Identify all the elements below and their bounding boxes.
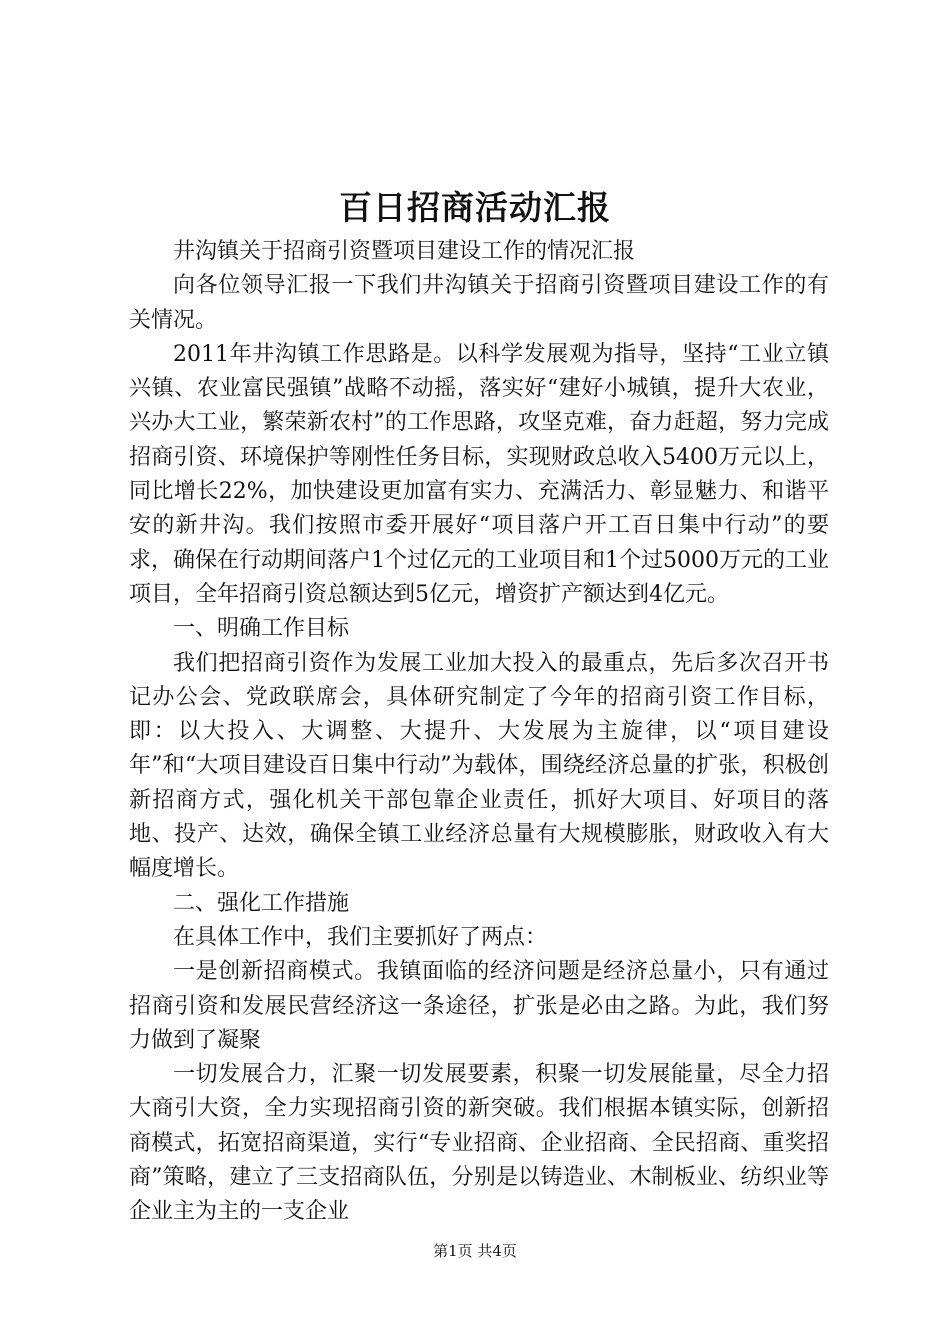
page-footer: 第1页 共4页 — [433, 1242, 517, 1260]
paragraph-subtitle: 井沟镇关于招商引资暨项目建设工作的情况汇报 — [173, 239, 636, 264]
paragraph-measures-intro: 在具体工作中，我们主要抓好了两点： — [173, 924, 548, 950]
document-title: 百日招商活动汇报 — [339, 188, 611, 227]
section-heading-goals: 一、明确工作目标 — [173, 616, 350, 642]
paragraph-innovation-continued: 一切发展合力，汇聚一切发展要素，积聚一切发展能量，尽全力招大商引大资，全力实现招商引资的新突破。我们根据本镇实际，创新招商模式，拓宽招商渠道，实行“专业招商、企业招商、全民招商、重奖招商”策略，建立了三支招商队伍，分别是以铸造业、木制板业、纺织业等企业主为主的一支企业 — [129, 1062, 829, 1225]
paragraph-work-plan: 2011年井沟镇工作思路是。以科学发展观为指导，坚持“工业立镇兴镇、农业富民强镇”战略不动摇，落实好“建好小城镇，提升大农业，兴办大工业，繁荣新农村”的工作思路，攻坚克难，奋力赶超，努力完成招商引资、环境保护等刚性任务目标，实现财政总收入5400万元以上，同比增长22%，加快建设更加富有实力、充满活力、彰显魅力、和谐平安的新井沟。我们按照市委开展好“项目落户开工百日集中行动”的要求，确保在行动期间落户1个过亿元的工业项目和1个过5000万元的工业项目，全年招商引资总额达到5亿元，增资扩产额达到4亿元。 — [129, 341, 829, 607]
paragraph-intro: 向各位领导汇报一下我们井沟镇关于招商引资暨项目建设工作的有关情况。 — [129, 273, 829, 333]
section-heading-measures: 二、强化工作措施 — [173, 890, 350, 916]
document-body — [129, 235, 829, 1230]
paragraph-goals: 我们把招商引资作为发展工业加大投入的最重点，先后多次召开书记办公会、党政联席会，具体研究制定了今年的招商引资工作目标，即：以大投入、大调整、大提升、大发展为主旋律，以“项目建设年”和“大项目建设百日集中行动”为载体，围绕经济总量的扩张，积极创新招商方式，强化机关干部包靠企业责任，抓好大项目、好项目的落地、投产、达效，确保全镇工业经济总量有大规模膨胀，财政收入有大幅度增长。 — [129, 650, 829, 882]
paragraph-innovation: 一是创新招商模式。我镇面临的经济问题是经济总量小，只有通过招商引资和发展民营经济这一条途径，扩张是必由之路。为此，我们努力做到了凝聚 — [129, 959, 829, 1053]
